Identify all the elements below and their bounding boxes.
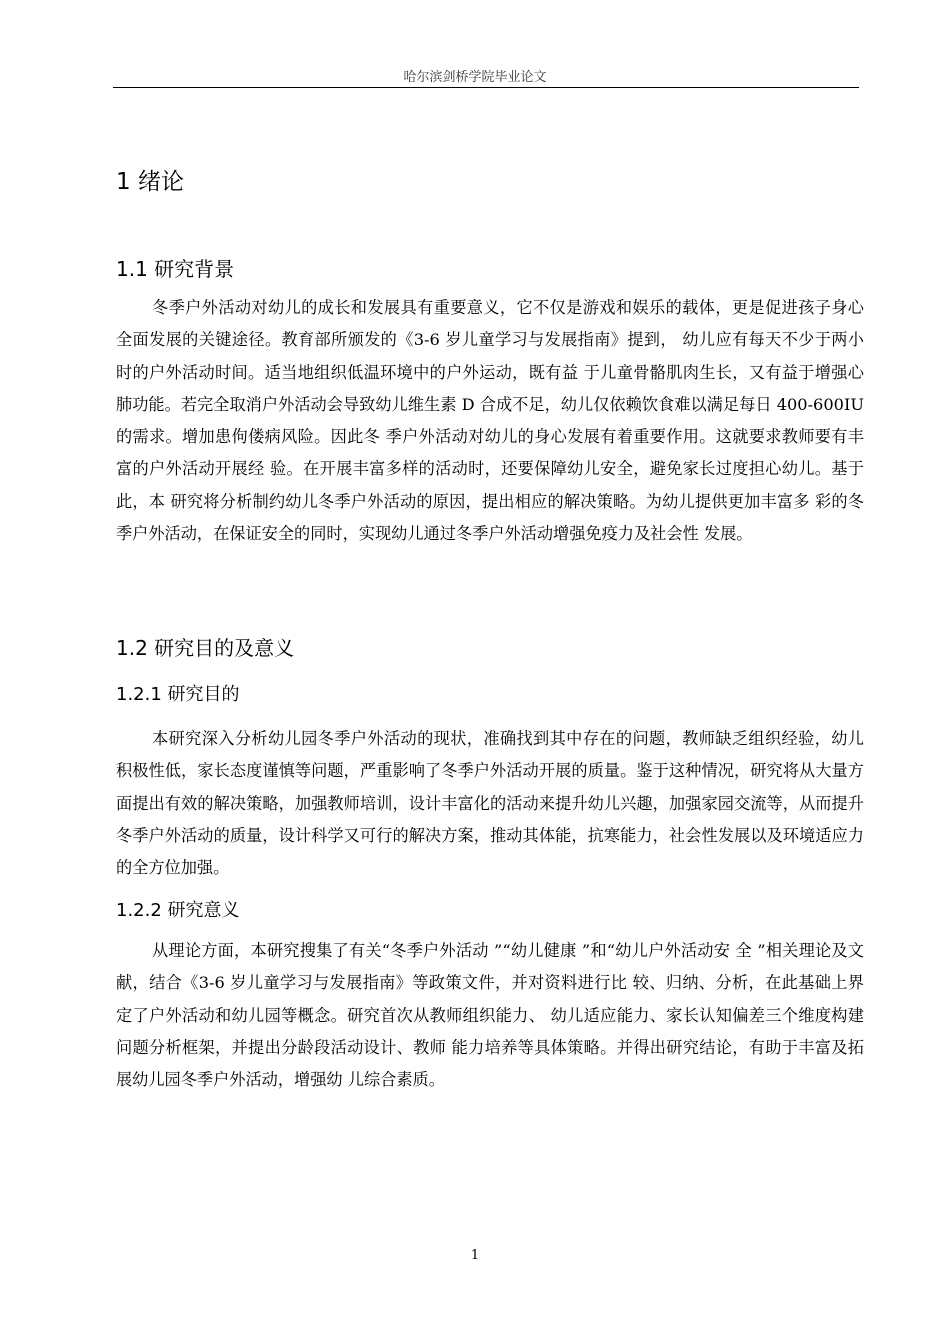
subsection-title-significance: 1.2.2 研究意义 — [116, 900, 240, 921]
subsection-title-purpose: 1.2.1 研究目的 — [116, 684, 240, 705]
section-title-background: 1.1 研究背景 — [116, 257, 235, 281]
section-title-purpose-significance: 1.2 研究目的及意义 — [116, 636, 295, 660]
header-divider — [113, 87, 859, 88]
page-number: 1 — [470, 1248, 480, 1263]
paragraph-purpose: 本研究深入分析幼儿园冬季户外活动的现状，准确找到其中存在的问题，教师缺乏组织经验，幼儿积极性低，家长态度谨慎等问题，严重影响了冬季户外活动开展的质量。鉴于这种情况，研究将从大量方面提出有效的解决策略，加强教师培训，设计丰富化的活动来提升幼儿兴趣，加强家园交流等，从而提升冬季户外活动的质量，设计科学又可行的解决方案，推动其体能，抗寒能力，社会性发展以及环境适应力的全方位加强。 — [116, 729, 864, 878]
header-title: 哈尔滨剑桥学院毕业论文 — [403, 70, 547, 85]
chapter-title: 1 绪论 — [116, 169, 184, 195]
paragraph-background: 冬季户外活动对幼儿的成长和发展具有重要意义，它不仅是游戏和娱乐的载体，更是促进孩子身心全面发展的关键途径。教育部所颁发的《3-6 岁儿童学习与发展指南》提到， 幼儿应有每天不少于两小时的户外活动时间。适当地组织低温环境中的户外运动，既有益 于儿童骨骼肌肉生长，又有益于增强心肺功能。若完全取消户外活动会导致幼儿维生素 D 合成不足，幼儿仅依赖饮食难以满足每日 400-600IU 的需求。增加患佝偻病风险。因此冬 季户外活动对幼儿的身心发展有着重要作用。这就要求教师要有丰富的户外活动开展经 验。在开展丰富多样的活动时，还要保障幼儿安全，避免家长过度担心幼儿。基于此，本 研究将分析制约幼儿冬季户外活动的原因，提出相应的解决策略。为幼儿提供更加丰富多 彩的冬季户外活动，在保证安全的同时，实现幼儿通过冬季户外活动增强免疫力及社会性 发展。 — [116, 298, 864, 544]
paragraph-significance: 从理论方面，本研究搜集了有关“冬季户外活动 ”“幼儿健康 ”和“幼儿户外活动安 全 ”相关理论及文献，结合《3-6 岁儿童学习与发展指南》等政策文件，并对资料进行比 较、归纳、分析，在此基础上界定了户外活动和幼儿园等概念。研究首次从教师组织能力、 幼儿适应能力、家长认知偏差三个维度构建问题分析框架，并提出分龄段活动设计、教师 能力培养等具体策略。并得出研究结论，有助于丰富及拓展幼儿园冬季户外活动，增强幼 儿综合素质。 — [116, 941, 864, 1090]
